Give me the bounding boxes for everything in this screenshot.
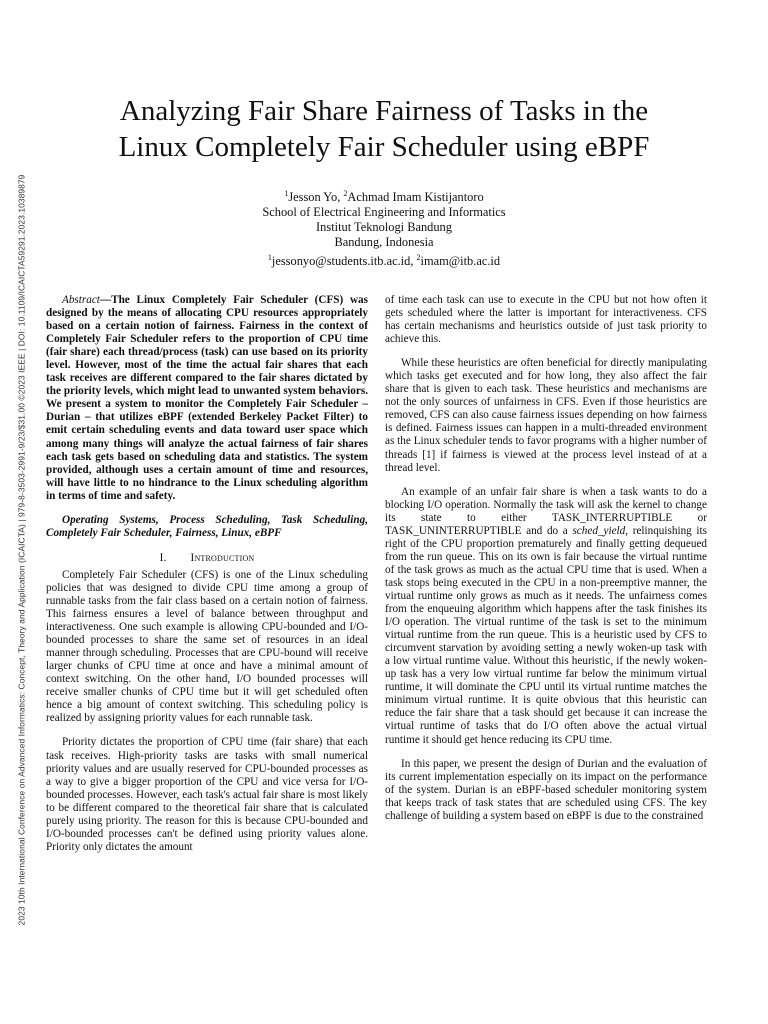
intro-paragraph-5 — [385, 486, 707, 747]
left-column — [46, 294, 368, 865]
affiliation-location: Bandung, Indonesia — [334, 235, 434, 250]
sched-yield-term: sched_yield — [572, 524, 626, 537]
abstract — [46, 294, 368, 503]
intro-paragraph-2: Priority dictates the proportion of CPU time (fair share) that each task receives. High-priority tasks are tasks with small numerical priority values and are usually reserved for CPU-bounded processes as a way to give a bigger proportion of the CPU and vice versa for I/O-bounded processes. However, each task's actual fair share is most likely to be different compared to the theoretical fair share that is calculated purely using priority. The reason for this is because CPU-bounded and I/O-bounded processes can't be defined using priority values alone. Priority only dictates the amount — [46, 736, 368, 853]
section-title: Introduction — [190, 551, 255, 564]
email2: imam@itb.ac.id — [420, 254, 501, 269]
author-emails — [60, 250, 708, 269]
abstract-text: —The Linux Completely Fair Scheduler (CFS) was designed by the means of allocating CPU resources appropriately based on a certain notion of fairness. Fairness in the context of Completely Fair Scheduler refers to the proportion of CPU time (fair share) each thread/process (task) can use based on its priority level. However, most of the time the actual fair shares that each task receives are different compared to the fair shares dictated by the priority levels, which might lead to unwanted system behaviors. We present a system to monitor the Completely Fair Scheduler – Durian – that utilizes eBPF (extended Berkeley Packet Filter) to emit certain scheduling events and data toward user space which among many things will analyze the actual fairness of fair shares each task gets based on scheduling data and statistics. The system provided, although uses a certain amount of time and resources, will have little to no hindrance to the Linux scheduling algorithm in terms of time and safety. — [46, 294, 368, 502]
affiliation-school: School of Electrical Engineering and Informatics — [262, 205, 506, 220]
author2-marker: 2 — [343, 189, 348, 198]
abstract-label: Abstract — [62, 294, 100, 306]
author1-marker: 1 — [284, 189, 289, 198]
intro-paragraph-6: In this paper, we present the design of Durian and the evaluation of its current implementation especially on its impact on the performance of the system. Durian is an eBPF-based scheduler monitoring system that keeps track of task states that are scheduled using CFS. The key challenge of building a system based on eBPF is due to the constrained — [385, 757, 707, 822]
p5-text-before: An example of an unfair fair share is when a task wants to do a blocking I/O operation. Normally the task will ask the kernel to change its state to either TASK_INTERRUPTIBLE or TASK_UNINTERRUPTIBLE and do a — [385, 485, 707, 537]
section-heading-introduction — [46, 552, 368, 565]
intro-paragraph-1: Completely Fair Scheduler (CFS) is one of the Linux scheduling policies that was designed to divide CPU time among a group of runnable tasks from the fair class based on a certain notion of fairness. This fairness ensures a level of balance between throughput and interactiveness. One such example is allowing CPU-bounded and I/O-bounded processes to share the same set of resources in an ideal manner through scheduling. Processes that are CPU-bound will receive larger chunks of CPU time at once and have a minimal amount of context switching. On the other hand, I/O bounded processes will receive smaller chunks of CPU time but it will get scheduled often hence a big amount of context switching. This scheduling policy is realized by assigning priority values for each runnable task. — [46, 568, 368, 725]
email1-marker: 1 — [267, 253, 272, 263]
author-names — [60, 186, 708, 205]
author2-name: Achmad Imam Kistijantoro — [347, 190, 484, 205]
intro-paragraph-4: While these heuristics are often beneficial for directly manipulating which tasks get executed and for how long, they also affect the fair share that is given to each task. These heuristics and mechanisms are not the only sources of unfairness in CFS. Even if those heuristics are removed, CFS can also cause fairness issues depending on how fairness is defined. Fairness issues can happen in a multi-threaded environment as the Linux scheduler tends to favor programs with a higher number of threads [1] if fairness is viewed at the process level instead of at a thread level. — [385, 357, 707, 474]
author1-name: Jesson Yo, — [288, 190, 344, 205]
author-block — [60, 186, 708, 269]
paper-title — [60, 93, 708, 165]
p5-text-after: , relinquishing its right of the CPU proportion prematurely and finally getting dequeued from the run queue. This on its own is fair because the virtual runtime of the task grows as much as the actual CPU time that is used. When a task stops being executed in the CPU in a non-preemptive manner, the virtual runtime only grows as much as it needs. The unfairness comes from the enqueuing algorithm which happens after the task finishes its I/O operation. The virtual runtime of the task is set to the minimum virtual runtime from the run queue. This is a heuristic used by CFS to circumvent starvation by avoiding setting a newly woken-up task with a low virtual runtime value. Without this heuristic, if the newly woken-up task has a very low virtual runtime far below the minimum virtual runtime, it will dominate the CPU until its virtual runtime matches the minimum virtual runtime. It is quite obvious that this heuristic can reduce the fair share that a task should get because it can increase the virtual runtime of tasks that do I/O often above the actual virtual runtime it should get hence reducing its CPU time. — [385, 524, 707, 746]
affiliation-institute: Institut Teknologi Bandung — [316, 220, 452, 235]
section-number: I. — [159, 551, 167, 564]
email2-marker: 2 — [416, 253, 421, 263]
keywords: Operating Systems, Process Scheduling, Task Scheduling, Completely Fair Scheduler, Fairness, Linux, eBPF — [46, 513, 368, 539]
doi-sidebar — [11, 120, 31, 980]
doi-sidebar-text: 2023 10th International Conference on Advanced Informatics: Concept, Theory and Application (ICAICTA) | 979-8-3503-2991-9/23/$31.00 ©2023 IEEE | DOI: 10.1109/ICAICTA59291.2023.10389879 — [16, 174, 26, 926]
title-line-1: Analyzing Fair Share Fairness of Tasks in the — [119, 95, 649, 127]
title-line-2: Linux Completely Fair Scheduler using eBPF — [118, 131, 650, 163]
right-column — [385, 294, 707, 834]
intro-paragraph-3: of time each task can use to execute in the CPU but not how often it gets scheduled where the latter is important for interactiveness. CFS has certain mechanisms and heuristics outside of just task priority to achieve this. — [385, 294, 707, 346]
email1: jessonyo@students.itb.ac.id, — [271, 254, 417, 269]
